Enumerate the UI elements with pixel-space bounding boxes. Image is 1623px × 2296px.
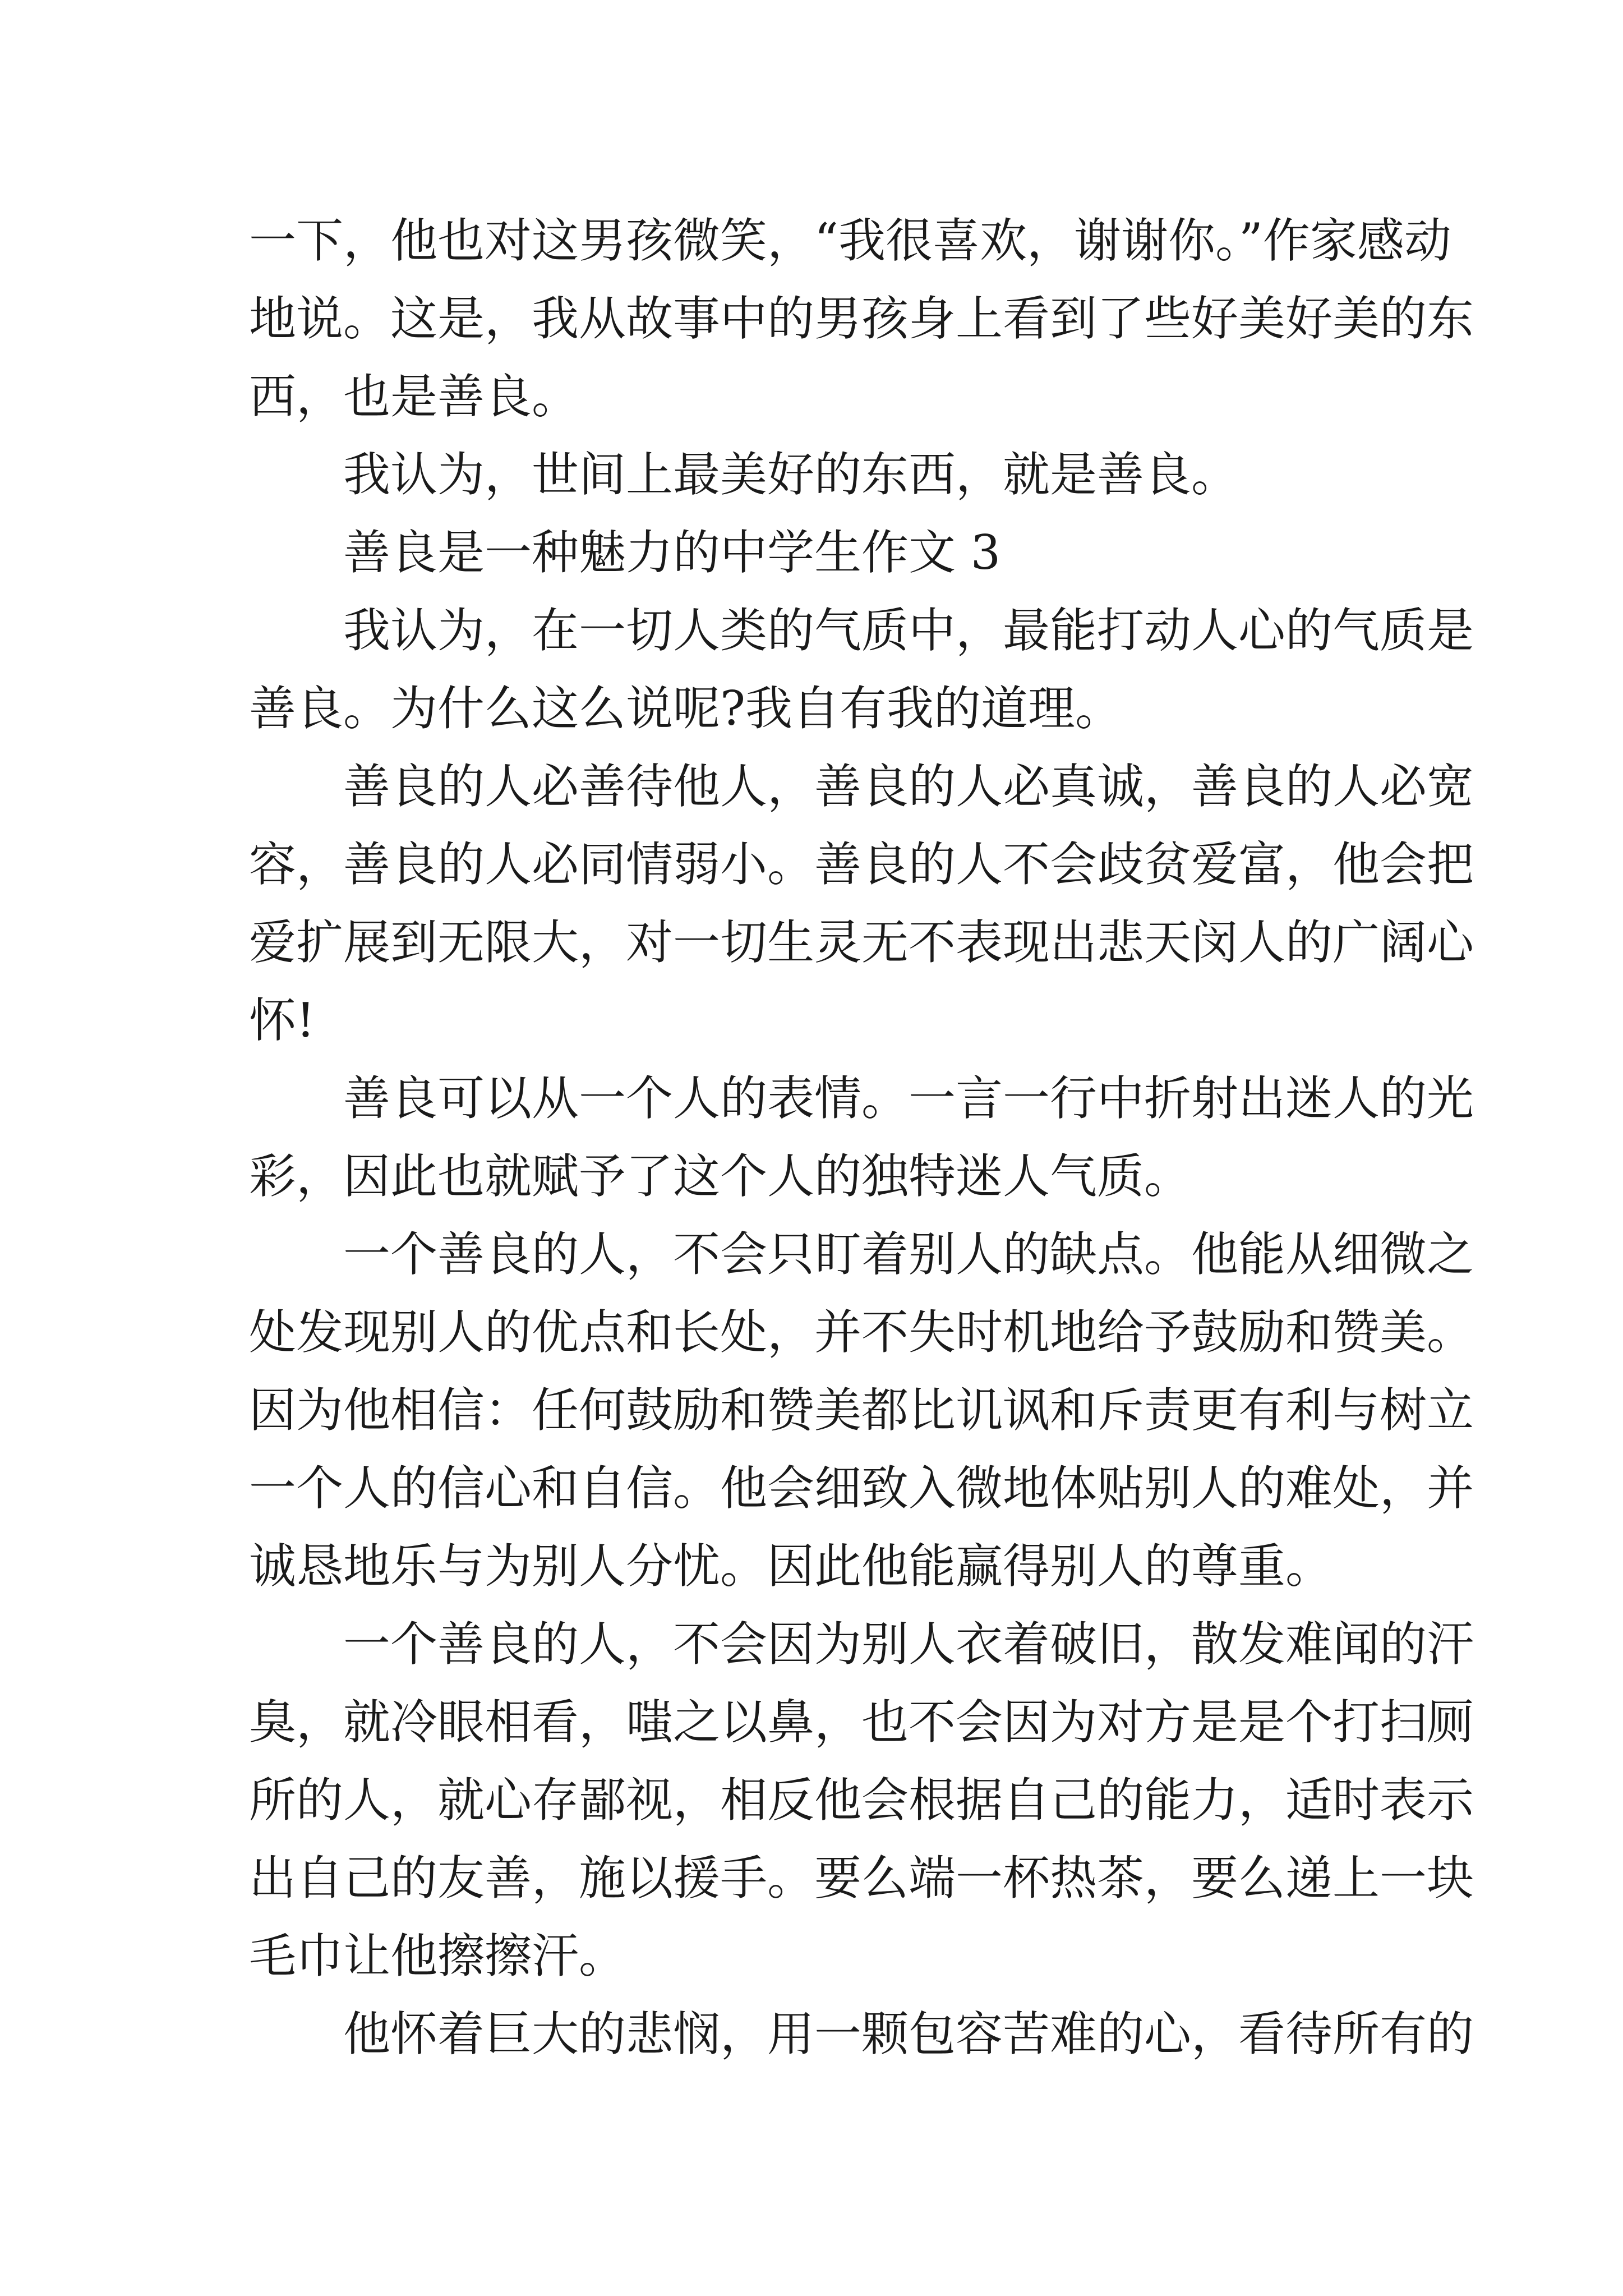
text-line: 毛巾让他擦擦汗。	[249, 1929, 626, 1984]
document-body	[249, 202, 1474, 2073]
text-line: 臭，就冷眼相看，嗤之以鼻，也不会因为对方是是个打扫厕	[249, 1695, 1474, 1750]
text-line: 西，也是善良。	[249, 369, 579, 424]
text-line: 因为他相信：任何鼓励和赞美都比讥讽和斥责更有利与树立	[249, 1383, 1474, 1438]
text-line: 出自己的友善，施以援手。要么端一杯热茶，要么递上一块	[249, 1851, 1474, 1906]
text-line: 我认为，在一切人类的气质中，最能打动人心的气质是	[343, 603, 1474, 658]
text-line: 地说。这是，我从故事中的男孩身上看到了些好美好美的东	[249, 291, 1474, 346]
text-line: 善良的人必善待他人，善良的人必真诚，善良的人必宽	[343, 759, 1474, 814]
text-line: 彩，因此也就赋予了这个人的独特迷人气质。	[249, 1149, 1192, 1204]
text-line: 我认为，世间上最美好的东西，就是善良。	[343, 447, 1239, 502]
text-line: 善良。为什么这么说呢?我自有我的道理。	[249, 681, 1123, 736]
text-line: 所的人，就心存鄙视，相反他会根据自己的能力，适时表示	[249, 1773, 1474, 1828]
text-line: 他怀着巨大的悲悯，用一颗包容苦难的心，看待所有的	[343, 2007, 1474, 2062]
text-line: 处发现别人的优点和长处，并不失时机地给予鼓励和赞美。	[249, 1305, 1474, 1360]
text-line: 善良可以从一个人的表情。一言一行中折射出迷人的光	[343, 1071, 1474, 1126]
text-line: 怀!	[249, 993, 315, 1048]
text-line: 容，善良的人必同情弱小。善良的人不会歧贫爱富，他会把	[249, 837, 1474, 892]
text-line: 诚恳地乐与为别人分忧。因此他能赢得别人的尊重。	[249, 1539, 1333, 1594]
text-line: 一下，他也对这男孩微笑，“我很喜欢，谢谢你。”作家感动	[249, 213, 1451, 268]
text-line: 一个善良的人，不会因为别人衣着破旧，散发难闻的汗	[343, 1617, 1474, 1672]
text-line: 一个人的信心和自信。他会细致入微地体贴别人的难处，并	[249, 1461, 1474, 1516]
text-line: 爱扩展到无限大，对一切生灵无不表现出悲天闵人的广阔心	[249, 915, 1474, 970]
essay-heading: 善良是一种魅力的中学生作文 3	[343, 525, 1001, 580]
text-line: 一个善良的人，不会只盯着别人的缺点。他能从细微之	[343, 1227, 1474, 1282]
